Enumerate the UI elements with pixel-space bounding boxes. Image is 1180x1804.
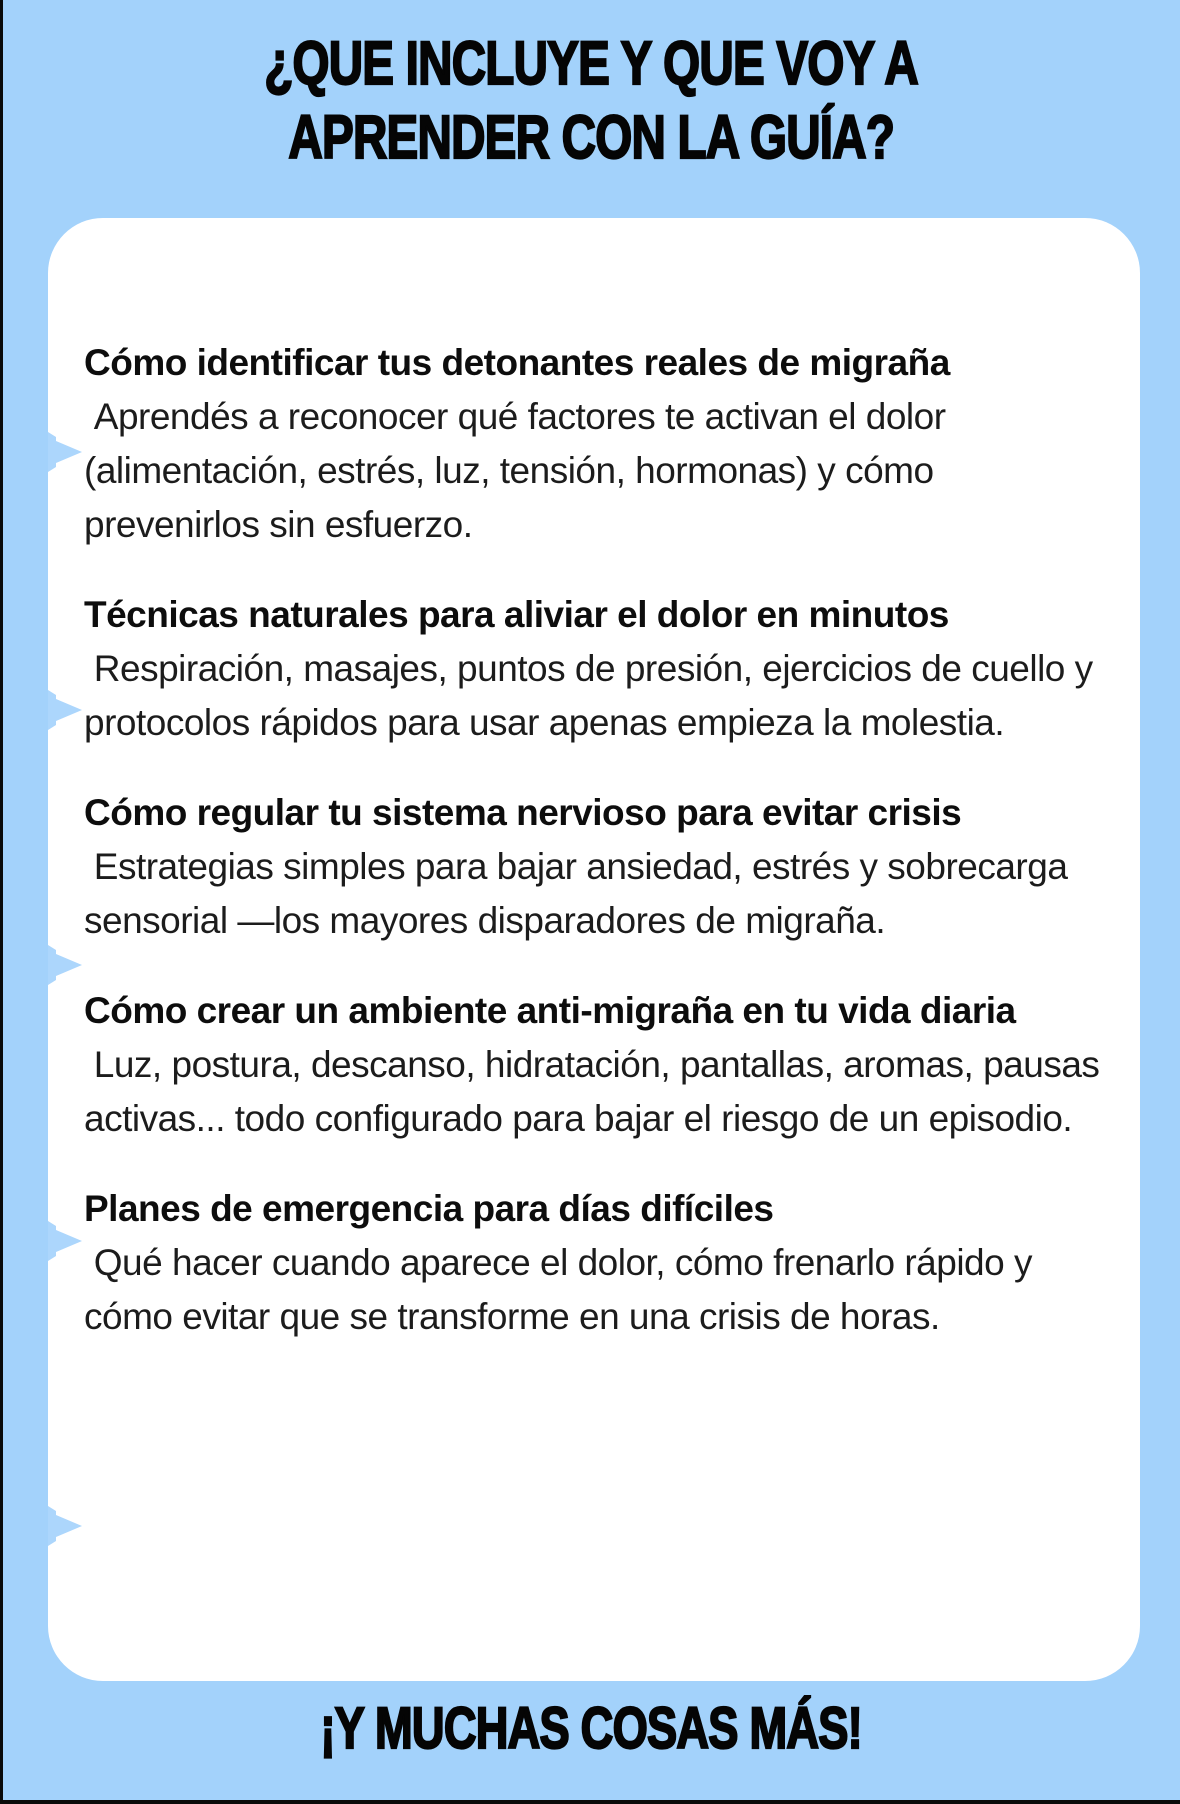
- guide-topic-section-1: [84, 336, 1110, 552]
- topic-heading: Planes de emergencia para días difíciles: [84, 1188, 774, 1229]
- arrow-right-icon: [48, 1219, 83, 1263]
- arrow-right-icon: [48, 1504, 83, 1548]
- topic-heading: Cómo regular tu sistema nervioso para evitar crisis: [84, 792, 962, 833]
- guide-topic-section-3: [84, 786, 1110, 948]
- page-title-line-1: ¿QUE INCLUYE Y QUE VOY A: [264, 29, 919, 97]
- topic-heading: Cómo crear un ambiente anti-migraña en tu vida diaria: [84, 990, 1016, 1031]
- guide-topic-section-5: [84, 1182, 1110, 1344]
- topic-heading: Cómo identificar tus detonantes reales de migraña: [84, 342, 950, 383]
- guide-topic-section-2: [84, 588, 1110, 750]
- arrow-right-icon: [48, 688, 83, 732]
- content-card: [48, 218, 1140, 1681]
- page-footer: [3, 1694, 1180, 1764]
- footer-tagline: ¡Y MUCHAS COSAS MÁS!: [320, 1696, 863, 1761]
- topic-description: Aprendés a reconocer qué factores te activan el dolor (alimentación, estrés, luz, tensión, hormonas) y cómo prevenirlos sin esfuerzo.: [84, 396, 956, 545]
- topic-description: Luz, postura, descanso, hidratación, pantallas, aromas, pausas activas... todo configurado para bajar el riesgo de un episodio.: [84, 1044, 1110, 1139]
- page-header: [3, 26, 1180, 174]
- arrow-right-icon: [48, 430, 83, 474]
- guide-topic-section-4: [84, 984, 1110, 1146]
- topic-description: Respiración, masajes, puntos de presión, ejercicios de cuello y protocolos rápidos para usar apenas empieza la molestia.: [84, 648, 1103, 743]
- page-title-line-2: APRENDER CON LA GUÍA?: [288, 103, 895, 171]
- topic-description: Estrategias simples para bajar ansiedad, estrés y sobrecarga sensorial —los mayores disparadores de migraña.: [84, 846, 1078, 941]
- page-title: [3, 26, 1180, 174]
- topic-description: Qué hacer cuando aparece el dolor, cómo frenarlo rápido y cómo evitar que se transforme en una crisis de horas.: [84, 1242, 1042, 1337]
- arrow-right-icon: [48, 943, 83, 987]
- topic-heading: Técnicas naturales para aliviar el dolor en minutos: [84, 594, 949, 635]
